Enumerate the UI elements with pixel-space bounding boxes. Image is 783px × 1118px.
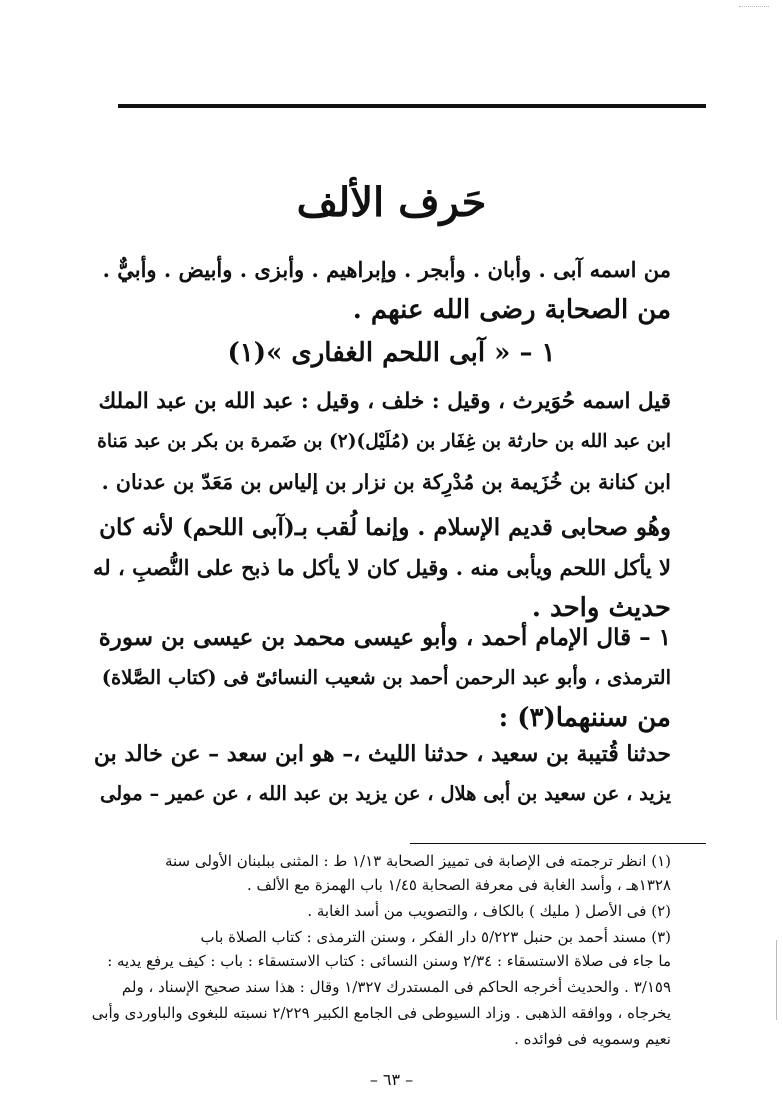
footnote-line: (٣) مسند أحمد بن حنبل ٥/٢٢٣ دار الفكر ، وسنن الترمذى : كتاب الصلاة باب <box>200 928 671 946</box>
entry-title: ١ – « آبى اللحم الغفارى »(١) <box>227 338 556 368</box>
paragraph-line: من سننهما(٣) : <box>498 703 671 733</box>
intro-line: من اسمه آبى . وأبان . وأبجر . وإبراهيم . وأبزى . وأبيض . وأبيٌّ . <box>102 257 671 282</box>
paragraph-line: ابن عبد الله بن حارثة بن غِفَار بن (مُلَيْل)(٢) بن ضَمرة بن بكر بن عبد مَناة <box>97 431 671 452</box>
paragraph-line: ابن كنانة بن خُزَيمة بن مُدْرِكة بن نزار بن إلياس بن مَعَدّ بن عدنان . <box>101 470 671 494</box>
footnote-line: (١) انظر ترجمته فى الإصابة فى تمييز الصحابة ١/١٣ ط : المثنى ببلبنان الأولى سنة <box>164 852 671 870</box>
paragraph-line: يزيد ، عن سعيد بن أبى هلال ، عن يزيد بن عبد الله ، عن عمير – مولى <box>99 782 671 805</box>
intro-line: من الصحابة رضى الله عنهم . <box>352 295 671 325</box>
paragraph-line: الترمذى ، وأبو عبد الرحمن أحمد بن شعيب النسائىّ فى (كتاب الصَّلاة) <box>101 666 671 689</box>
header-rule <box>118 104 706 108</box>
paragraph-line: لا يأكل اللحم ويأبى منه . وقيل كان لا يأكل ما ذبح على النُّصبِ ، له <box>93 555 671 580</box>
footnote-line: (٢) فى الأصل ( مليك ) بالكاف ، والتصويب من أسد الغابة . <box>307 902 671 920</box>
footnote-separator <box>410 843 706 844</box>
scan-mark <box>739 6 769 7</box>
paragraph-line: وهُو صحابى قديم الإسلام . وإنما لُقب بـ(آبى اللحم) لأنه كان <box>99 514 671 541</box>
page-number: – ٦٣ – <box>369 1070 414 1089</box>
paragraph-line: حديث واحد . <box>531 593 671 623</box>
paragraph-line: ١ – قال الإمام أحمد ، وأبو عيسى محمد بن عيسى بن سورة <box>98 624 671 651</box>
scan-edge-mark <box>776 940 777 1020</box>
footnote-line: نعيم وسمويه فى فوائده . <box>514 1030 671 1048</box>
footnote-line: يخرجاه ، ووافقه الذهبى . وزاد السيوطى فى الجامع الكبير ٢/٢٢٩ نسبته للبغوى والباوردى وأبى <box>91 1004 671 1022</box>
footnote-line: ما جاء فى صلاة الاستسقاء : ٢/٣٤ وسنن النسائى : كتاب الاستسقاء : باب : كيف يرفع يديه : <box>107 952 671 970</box>
footnote-line: ٣/١٥٩ . والحديث أخرجه الحاكم فى المستدرك ١/٣٢٧ وقال : هذا سند صحيح الإسناد ، ولم <box>121 978 671 996</box>
footnote-line: ١٣٢٨هـ ، وأسد الغابة فى معرفة الصحابة ١/٤٥ باب الهمزة مع الألف . <box>246 876 671 894</box>
section-heading: حَرف الألف <box>296 179 487 226</box>
paragraph-line: قيل اسمه حُوَيرث ، وقيل : خلف ، وقيل : عبد الله بن عبد الملك <box>98 389 671 414</box>
paragraph-line: حدثنا قُتيبة بن سعيد ، حدثنا الليث ،– هو ابن سعد – عن خالد بن <box>93 741 671 767</box>
